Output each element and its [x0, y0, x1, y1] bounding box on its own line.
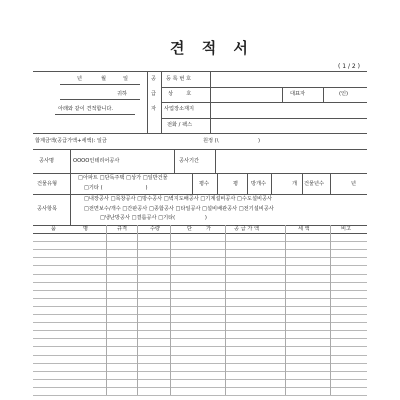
- work-items-options-3[interactable]: □냉난방공사 □결릅공사 □기타( ): [100, 215, 207, 221]
- table-column-line: [137, 225, 138, 395]
- seal-mark: (인): [339, 91, 349, 97]
- table-row-line: [33, 249, 367, 250]
- table-row-line: [33, 379, 367, 380]
- age-unit: 년: [351, 181, 357, 187]
- header-divider: [323, 87, 324, 102]
- table-header-border: [33, 233, 367, 234]
- supplier-char: 자: [151, 106, 157, 112]
- company-label: 상 호: [168, 91, 192, 97]
- date-day: 일: [123, 76, 129, 82]
- rooms-label: 방개수: [251, 181, 267, 187]
- notice-underline: [55, 114, 135, 115]
- reg-no-label: 등 록 번 호: [166, 76, 191, 82]
- area-unit: 평: [233, 181, 239, 187]
- project-divider: [271, 173, 272, 194]
- summary-bottom-border: [33, 149, 367, 150]
- table-row-line: [33, 355, 367, 356]
- table-column-line: [330, 225, 331, 395]
- project-divider: [174, 149, 175, 173]
- project-name-value: OOOO인테리어공사: [73, 158, 120, 164]
- work-items-options-2[interactable]: □전면보수/개수 □간판공사 □종합공사 □타일공사 □설비배관공사 □전기설비공사: [84, 206, 274, 212]
- page-number: ( 1 / 2 ): [338, 63, 360, 70]
- project-divider: [217, 173, 218, 194]
- table-row-line: [33, 346, 367, 347]
- rep-label: 대표자: [290, 91, 306, 97]
- project-row-line: [33, 173, 367, 174]
- col-header-qty: 수량: [150, 226, 161, 232]
- area-label: 평수: [199, 181, 210, 187]
- table-row-line: [33, 338, 367, 339]
- header-row-line: [161, 102, 367, 103]
- header-divider: [282, 87, 283, 102]
- table-column-line: [170, 225, 171, 395]
- building-type-options-1[interactable]: □아파트 □단독주택 □상가 □일반건물: [78, 175, 168, 181]
- table-column-line: [225, 225, 226, 395]
- table-row-line: [33, 371, 367, 372]
- header-bottom-border: [33, 133, 367, 134]
- col-header-spec: 규격: [117, 226, 128, 232]
- project-divider: [330, 173, 331, 194]
- header-divider: [147, 71, 148, 133]
- recipient-underline: [60, 99, 140, 100]
- recipient-suffix: 귀하: [117, 91, 128, 97]
- project-label-divider: [70, 149, 71, 225]
- table-row-line: [33, 306, 367, 307]
- header-row-line: [161, 118, 367, 119]
- total-label: 합계금액(공급가액+세액): 일금: [35, 138, 107, 144]
- age-label: 건물년수: [304, 181, 325, 187]
- date-year: 년: [77, 76, 83, 82]
- date-month: 월: [101, 76, 107, 82]
- table-row-line: [33, 395, 367, 396]
- table-row-line: [33, 282, 367, 283]
- col-header-remarks: 비고: [341, 226, 352, 232]
- won-label: 원정 (\: [203, 138, 219, 144]
- address-label: 사업장소재지: [164, 106, 195, 112]
- table-row-line: [33, 314, 367, 315]
- building-type-options-2[interactable]: □기타 ( ): [84, 185, 148, 191]
- table-row-line: [33, 330, 367, 331]
- col-header-item: 품: [51, 226, 57, 232]
- project-row-line: [33, 194, 367, 195]
- table-row-line: [33, 257, 367, 258]
- won-close-paren: ): [258, 138, 261, 144]
- supplier-char: 공: [151, 76, 157, 82]
- col-header-unit-price: 단: [187, 226, 193, 232]
- table-row-line: [33, 322, 367, 323]
- header-row-line: [161, 87, 367, 88]
- table-row-line: [33, 274, 367, 275]
- work-items-label: 공사항목: [37, 206, 58, 212]
- table-row-line: [33, 387, 367, 388]
- col-header-unit-price: 가: [206, 226, 212, 232]
- table-row-line: [33, 265, 367, 266]
- table-row-line: [33, 363, 367, 364]
- phone-label: 전화 / 팩스: [167, 122, 193, 128]
- col-header-tax: 세 액: [298, 226, 310, 232]
- table-row-line: [33, 290, 367, 291]
- work-items-options-1[interactable]: □내장공사 □목창공사 □방수공사 □벽지도배공사 □기계설비공사 □수도설비공사: [84, 196, 272, 202]
- header-top-border: [33, 71, 367, 72]
- supplier-char: 급: [151, 91, 157, 97]
- table-column-line: [285, 225, 286, 395]
- rooms-unit: 개: [292, 181, 298, 187]
- project-divider: [192, 173, 193, 194]
- col-header-item: 명: [83, 226, 89, 232]
- project-period-label: 공사기간: [179, 158, 200, 164]
- col-header-supply-value: 공 급 가 액: [234, 226, 259, 232]
- table-row-line: [33, 298, 367, 299]
- document-title: 견 적 서: [170, 39, 254, 57]
- notice-text: 아래와 같이 견적합니다.: [58, 106, 114, 112]
- project-divider: [247, 173, 248, 194]
- project-divider: [302, 173, 303, 194]
- building-type-label: 건물유형: [37, 181, 58, 187]
- date-underline: [60, 84, 140, 85]
- table-column-line: [106, 225, 107, 395]
- project-name-label: 공사명: [39, 158, 55, 164]
- table-row-line: [33, 241, 367, 242]
- project-divider: [215, 149, 216, 173]
